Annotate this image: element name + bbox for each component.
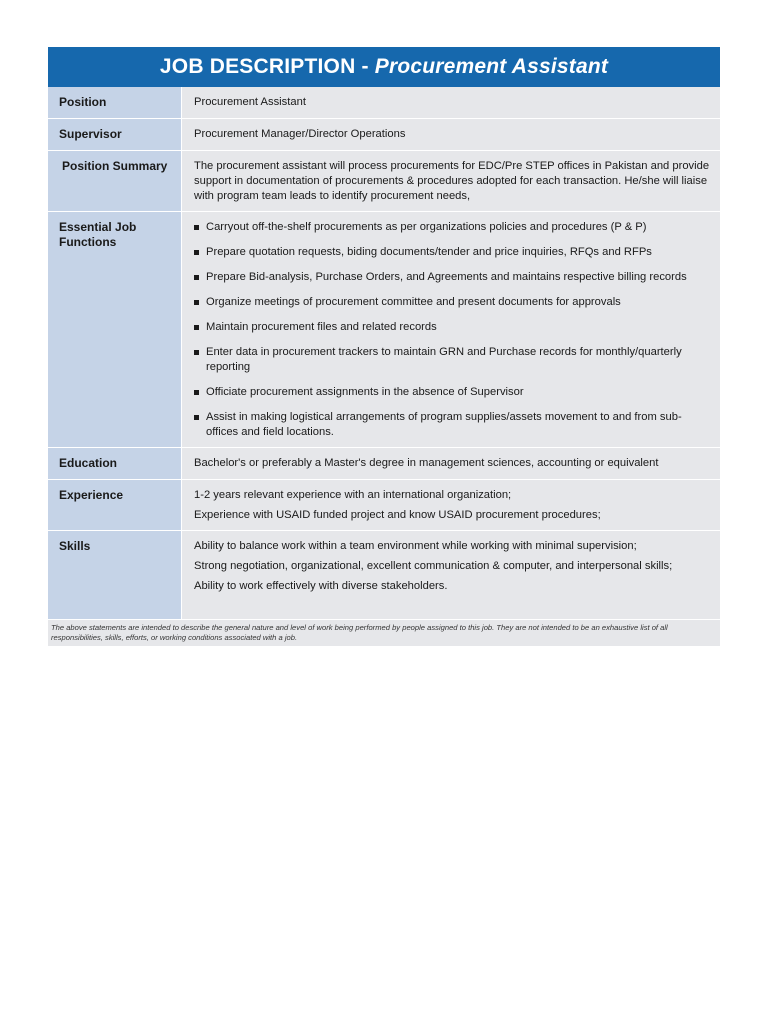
row-experience	[48, 480, 720, 531]
row-position	[48, 87, 720, 119]
supervisor-label: Supervisor	[48, 119, 182, 151]
experience-label: Experience	[48, 480, 182, 531]
skills-value	[182, 531, 721, 620]
experience-value	[182, 480, 721, 531]
row-essential-functions	[48, 212, 720, 448]
position-value: Procurement Assistant	[182, 87, 721, 119]
position-summary-label: Position Summary	[48, 151, 182, 212]
document-header	[48, 47, 720, 87]
row-education	[48, 448, 720, 480]
essential-functions-value	[182, 212, 721, 448]
list-item: Prepare Bid-analysis, Purchase Orders, and Agreements and maintains respective billing records	[194, 270, 712, 285]
essential-functions-label: Essential Job Functions	[48, 212, 182, 448]
row-position-summary	[48, 151, 720, 212]
list-item: Prepare quotation requests, biding documents/tender and price inquiries, RFQs and RFPs	[194, 245, 712, 260]
job-details-table	[48, 87, 720, 620]
supervisor-value: Procurement Manager/Director Operations	[182, 119, 721, 151]
header-subtitle: Procurement Assistant	[374, 55, 609, 78]
row-supervisor	[48, 119, 720, 151]
bullet-icon	[194, 325, 199, 330]
row-skills	[48, 531, 720, 620]
list-item: Enter data in procurement trackers to maintain GRN and Purchase records for monthly/quarterly reporting	[194, 345, 712, 375]
position-summary-value: The procurement assistant will process procurements for EDC/Pre STEP offices in Pakistan and provide support in documentation of procurements & procedures adopted for each transaction. He/she will liaise with program team leads to identify procurement needs,	[182, 151, 721, 212]
bullet-icon	[194, 350, 199, 355]
list-item: Officiate procurement assignments in the absence of Supervisor	[194, 385, 712, 400]
list-item: Organize meetings of procurement committee and present documents for approvals	[194, 295, 712, 310]
disclaimer-footnote: The above statements are intended to describe the general nature and level of work being performed by people assigned to this job. They are not intended to be an exhaustive list of all responsibilities, skills, efforts, or working conditions associated with a job.	[48, 620, 720, 646]
bullet-icon	[194, 225, 199, 230]
list-item: Assist in making logistical arrangements of program supplies/assets movement to and from sub-offices and field locations.	[194, 410, 712, 440]
experience-line: 1-2 years relevant experience with an international organization;	[194, 489, 512, 501]
list-item: Carryout off-the-shelf procurements as per organizations policies and procedures (P & P)	[194, 220, 712, 235]
bullet-icon	[194, 415, 199, 420]
skills-line: Strong negotiation, organizational, excellent communication & computer, and interpersonal skills;	[194, 560, 673, 572]
job-description-document	[48, 47, 720, 646]
bullet-icon	[194, 250, 199, 255]
education-label: Education	[48, 448, 182, 480]
skills-line: Ability to work effectively with diverse stakeholders.	[194, 580, 448, 592]
essential-functions-list	[194, 220, 712, 440]
experience-line: Experience with USAID funded project and know USAID procurement procedures;	[194, 509, 601, 521]
position-label: Position	[48, 87, 182, 119]
bullet-icon	[194, 275, 199, 280]
skills-line: Ability to balance work within a team environment while working with minimal supervision;	[194, 540, 637, 552]
bullet-icon	[194, 390, 199, 395]
list-item: Maintain procurement files and related records	[194, 320, 712, 335]
education-value: Bachelor's or preferably a Master's degree in management sciences, accounting or equivalent	[182, 448, 721, 480]
skills-label: Skills	[48, 531, 182, 620]
bullet-icon	[194, 300, 199, 305]
header-title: JOB DESCRIPTION -	[159, 55, 369, 78]
